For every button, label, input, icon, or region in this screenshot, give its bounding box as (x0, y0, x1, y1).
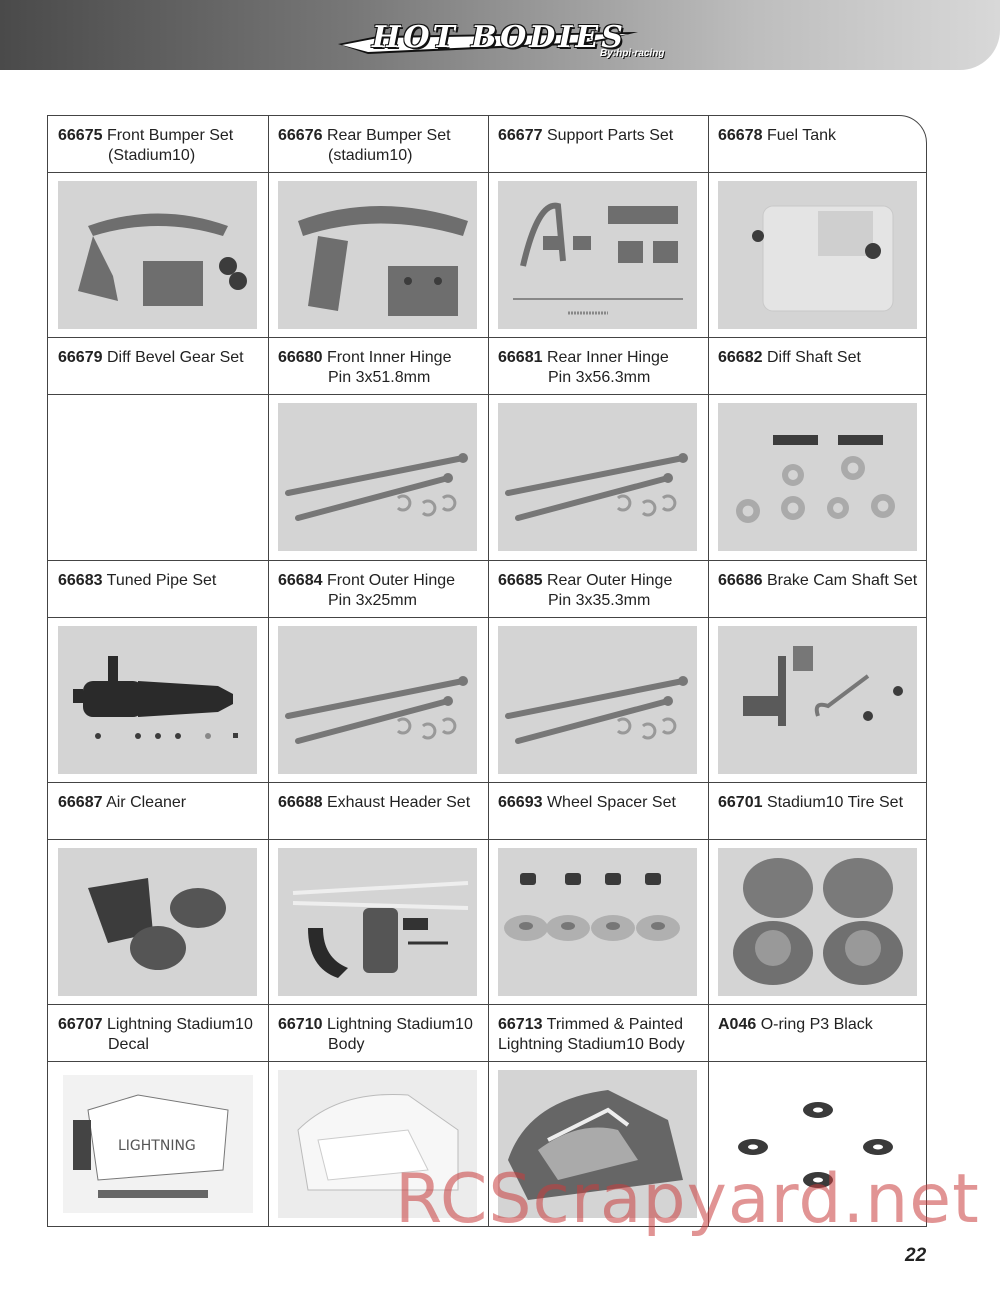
part-label (498, 571, 704, 611)
support-parts-icon (498, 181, 697, 329)
part-number: 66677 (498, 127, 543, 144)
part-name: Trimmed & Painted (546, 1016, 683, 1033)
decal-icon (58, 1070, 257, 1218)
tires-icon (718, 848, 917, 996)
part-label (278, 793, 484, 813)
part-label (718, 126, 924, 146)
part-name: Diff Shaft Set (766, 349, 861, 366)
diff-shaft-photo (718, 403, 917, 551)
part-number: 66687 (58, 794, 103, 811)
hinge-pins-icon (498, 626, 697, 774)
part-cell-66688 (268, 783, 488, 1005)
tuned-pipe-icon (58, 626, 257, 774)
part-name: Rear Outer Hinge (546, 572, 673, 589)
part-label (58, 348, 264, 368)
part-label (58, 1015, 264, 1055)
part-cell-66693 (488, 783, 708, 1005)
part-cell-66707 (48, 1005, 268, 1227)
part-cell-66675 (48, 116, 268, 338)
part-number: 66679 (58, 349, 103, 366)
logo-subtext: By:hpi·racing (600, 48, 665, 59)
hinge-pins-icon (498, 403, 697, 551)
part-number: 66683 (58, 572, 103, 589)
part-name: Lightning Stadium10 (106, 1016, 253, 1033)
part-name: Lightning Stadium10 (326, 1016, 473, 1033)
part-cell-66686 (708, 561, 927, 783)
part-name-line2: Body (328, 1036, 365, 1053)
part-number: 66676 (278, 127, 323, 144)
part-label (278, 348, 484, 388)
part-number: A046 (718, 1016, 757, 1033)
part-number: 66688 (278, 794, 323, 811)
hot-bodies-logo (338, 14, 668, 62)
part-number: 66684 (278, 572, 323, 589)
front-bumper-photo (58, 181, 257, 329)
part-cell-66678 (708, 116, 927, 338)
part-label (278, 126, 484, 166)
part-number: 66693 (498, 794, 543, 811)
part-name: Front Bumper Set (106, 127, 234, 144)
part-label (58, 793, 264, 813)
part-label (278, 571, 484, 611)
fuel-tank-photo (718, 181, 917, 329)
part-number: 66685 (498, 572, 543, 589)
hinge-pins-photo (278, 403, 477, 551)
part-name-line2: (Stadium10) (108, 147, 196, 164)
watermark: RCScrapyard.net (395, 1160, 980, 1239)
part-name: Exhaust Header Set (326, 794, 471, 811)
part-name: Rear Bumper Set (326, 127, 451, 144)
air-cleaner-photo (58, 848, 257, 996)
part-number: 66682 (718, 349, 763, 366)
page-header (0, 0, 1000, 70)
part-cell-66676 (268, 116, 488, 338)
part-cell-66677 (488, 116, 708, 338)
logo-text: HOT BODIES (372, 20, 626, 55)
brake-cam-photo (718, 626, 917, 774)
part-name-line2: Pin 3x56.3mm (548, 369, 651, 386)
part-cell-66701 (708, 783, 927, 1005)
part-cell-66685 (488, 561, 708, 783)
rear-bumper-photo (278, 181, 477, 329)
tires-photo (718, 848, 917, 996)
part-cell-66684 (268, 561, 488, 783)
part-number: 66713 (498, 1016, 543, 1033)
part-label (718, 1015, 924, 1035)
part-number: 66681 (498, 349, 543, 366)
brake-cam-icon (718, 626, 917, 774)
part-name: Front Inner Hinge (326, 349, 452, 366)
part-name-line2: Pin 3x35.3mm (548, 592, 651, 609)
support-parts-photo (498, 181, 697, 329)
part-name: Diff Bevel Gear Set (106, 349, 244, 366)
part-name: Stadium10 Tire Set (766, 794, 904, 811)
part-name: Front Outer Hinge (326, 572, 456, 589)
part-name-line2: Decal (108, 1036, 149, 1053)
part-name: O-ring P3 Black (760, 1016, 873, 1033)
svg-text:LIGHTNING: LIGHTNING (118, 1138, 196, 1154)
rear-bumper-icon (278, 181, 477, 329)
tuned-pipe-photo (58, 626, 257, 774)
part-label (718, 793, 924, 813)
part-name-line2: Pin 3x25mm (328, 592, 417, 609)
part-label (498, 126, 704, 146)
part-cell-66681 (488, 338, 708, 560)
part-number: 66710 (278, 1016, 323, 1033)
part-name-line2: Pin 3x51.8mm (328, 369, 431, 386)
air-cleaner-icon (58, 848, 257, 996)
hinge-pins-icon (278, 626, 477, 774)
part-cell-66687 (48, 783, 268, 1005)
wheel-spacer-icon (498, 848, 697, 996)
wheel-spacer-photo (498, 848, 697, 996)
part-number: 66678 (718, 127, 763, 144)
part-name: Rear Inner Hinge (546, 349, 669, 366)
part-number: 66701 (718, 794, 763, 811)
front-bumper-icon (58, 181, 257, 329)
exhaust-header-photo (278, 848, 477, 996)
part-label (58, 571, 264, 591)
hinge-pins-photo (498, 403, 697, 551)
part-label (278, 1015, 484, 1055)
diff-shaft-icon (718, 403, 917, 551)
part-label (498, 793, 704, 813)
part-label (718, 348, 924, 368)
part-name: Brake Cam Shaft Set (766, 572, 918, 589)
part-cell-66682 (708, 338, 927, 560)
part-name-line2: (stadium10) (328, 147, 413, 164)
exhaust-header-icon (278, 848, 477, 996)
parts-grid (47, 115, 927, 1227)
part-number: 66675 (58, 127, 103, 144)
part-name: Air Cleaner (106, 794, 187, 811)
part-name-line2: Lightning Stadium10 Body (498, 1036, 685, 1053)
part-number: 66686 (718, 572, 763, 589)
part-label (498, 1015, 704, 1055)
part-cell-66683 (48, 561, 268, 783)
part-label (58, 126, 264, 166)
decal-photo (58, 1070, 257, 1218)
page-number: 22 (905, 1245, 927, 1266)
part-name: Wheel Spacer Set (546, 794, 676, 811)
part-name: Fuel Tank (766, 127, 837, 144)
hinge-pins-photo (498, 626, 697, 774)
hinge-pins-icon (278, 403, 477, 551)
part-label (718, 571, 924, 591)
part-label (498, 348, 704, 388)
part-number: 66707 (58, 1016, 103, 1033)
part-name: Tuned Pipe Set (106, 572, 217, 589)
part-number: 66680 (278, 349, 323, 366)
hinge-pins-photo (278, 626, 477, 774)
fuel-tank-icon (718, 181, 917, 329)
part-cell-66680 (268, 338, 488, 560)
part-cell-66679 (48, 338, 268, 560)
part-name: Support Parts Set (546, 127, 674, 144)
